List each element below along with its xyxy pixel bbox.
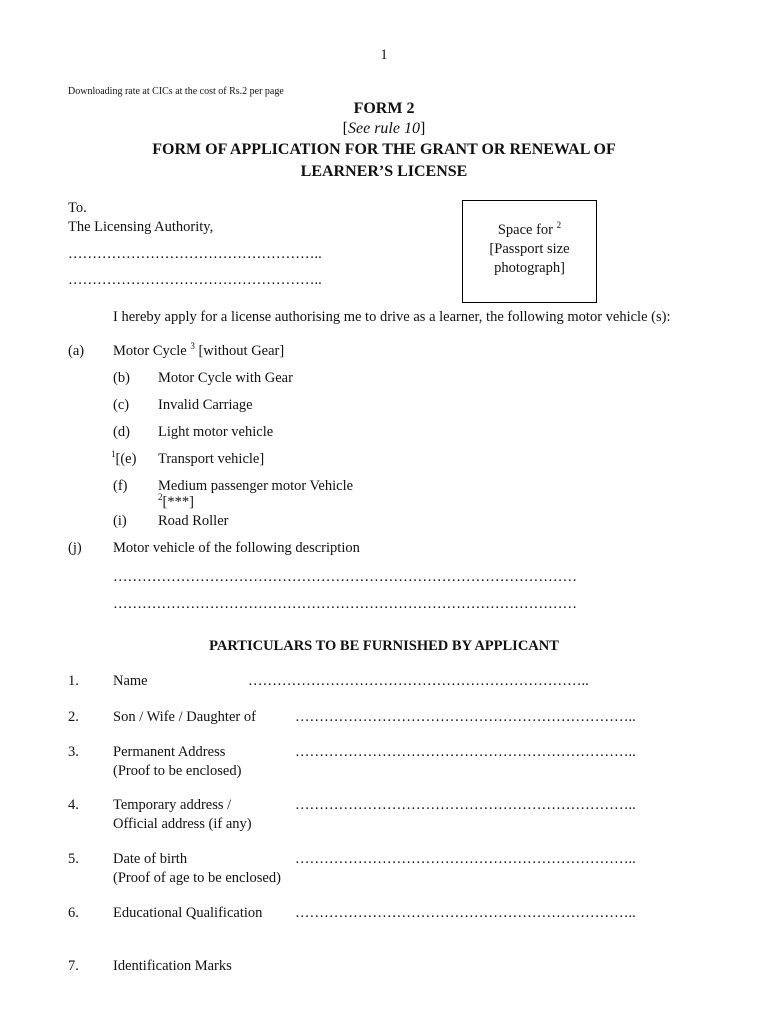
particular-sub-temporary-address: Official address (if any) [113,816,252,832]
footnote-marker-e: 1 [111,449,116,460]
particular-sub-permanent-address: (Proof to be enclosed) [113,763,242,779]
relation-field[interactable]: …………………………………………………………….. [295,709,636,725]
particular-number-3: 3. [68,744,79,760]
vehicle-option-j[interactable]: Motor vehicle of the following description [113,540,360,556]
particular-number-6: 6. [68,905,79,921]
authority-blank-1[interactable]: …………………………………………….. [68,246,322,262]
particular-number-4: 4. [68,797,79,813]
name-field[interactable]: …………………………………………………………….. [248,673,589,689]
rule-bracket-open: [ [342,120,348,137]
particular-label-identification-marks: Identification Marks [113,958,232,974]
particular-number-2: 2. [68,709,79,725]
permanent-address-field[interactable]: …………………………………………………………….. [295,744,636,760]
vehicle-marker-a: (a) [68,343,85,359]
particular-label-relation: Son / Wife / Daughter of [113,709,256,725]
rule-bracket-close: ] [419,120,426,137]
vehicle-option-f[interactable]: Medium passenger motor Vehicle [158,478,354,494]
vehicle-option-a[interactable]: Motor Cycle $^3$ [without Gear] [113,341,285,359]
vehicle-marker-j: (j) [68,540,82,556]
vehicle-option-e[interactable]: Transport vehicle] [158,451,265,467]
vehicle-marker-i: (i) [113,513,127,529]
vehicle-option-i[interactable]: Road Roller [158,513,229,529]
address-to: To. [68,200,87,216]
vehicle-option-d[interactable]: Light motor vehicle [158,424,274,440]
vehicle-option-c[interactable]: Invalid Carriage [158,397,253,413]
temporary-address-field[interactable]: …………………………………………………………….. [295,797,636,813]
application-intro: I hereby apply for a license authorising me to drive as a learner, the following motor vehicle (s): [113,309,671,325]
vehicle-description-blank-1[interactable]: …………………………………………………………………………………… [113,569,577,585]
education-field[interactable]: …………………………………………………………….. [295,905,636,921]
vehicle-marker-f: (f) [113,478,128,494]
particular-label-permanent-address: Permanent Address [113,744,226,760]
vehicle-omission-note: $^2$[***] [158,492,194,510]
photo-label-line2: [Passport size [489,241,570,257]
particular-number-5: 5. [68,851,79,867]
vehicle-marker-d: (d) [113,424,130,440]
form-title-line2: LEARNER’S LICENSE [300,163,468,180]
vehicle-marker-e: $^1$[(e) [111,449,137,467]
particular-label-date-of-birth: Date of birth [113,851,188,867]
authority-blank-2[interactable]: …………………………………………….. [68,272,322,288]
photo-label-line3: photograph] [494,260,565,276]
particular-label-temporary-address: Temporary address / [113,797,232,813]
particular-sub-date-of-birth: (Proof of age to be enclosed) [113,870,281,886]
particular-number-7: 7. [68,958,79,974]
particular-label-name: Name [113,673,148,689]
form-title-line1: FORM OF APPLICATION FOR THE GRANT OR RENEWAL OF [152,141,616,158]
rule-text: See rule 10 [348,120,420,137]
date-of-birth-field[interactable]: …………………………………………………………….. [295,851,636,867]
form-number: FORM 2 [353,100,415,117]
particulars-heading: PARTICULARS TO BE FURNISHED BY APPLICANT [209,638,559,654]
vehicle-description-blank-2[interactable]: …………………………………………………………………………………… [113,596,577,612]
vehicle-marker-b: (b) [113,370,130,386]
vehicle-marker-c: (c) [113,397,130,413]
page-number: 1 [380,47,388,63]
passport-photo-box[interactable] [462,200,597,303]
particular-label-education: Educational Qualification [113,905,263,921]
photo-footnote-marker: 2 [556,220,562,231]
licensing-authority: The Licensing Authority, [68,219,214,235]
download-note: Downloading rate at CICs at the cost of Rs.2 per page [68,86,284,97]
particular-number-1: 1. [68,673,79,689]
vehicle-option-b[interactable]: Motor Cycle with Gear [158,370,293,386]
rule-reference [0,120,768,138]
photo-label-line1: Space for $^2$ [497,220,562,238]
